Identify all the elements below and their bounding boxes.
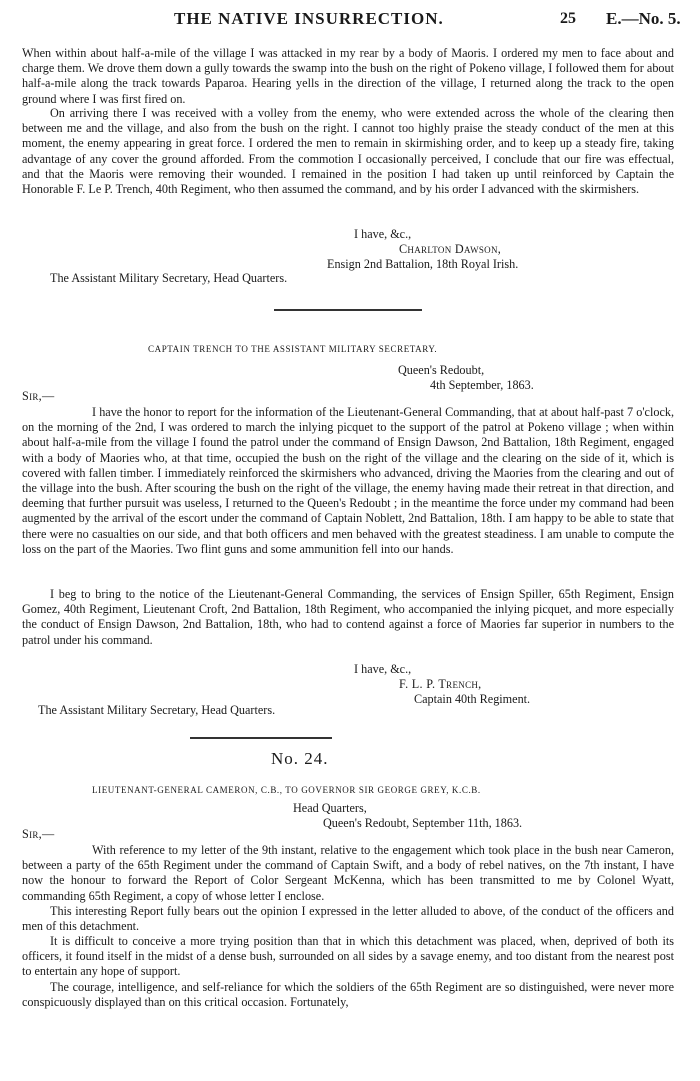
section-divider [190, 737, 332, 739]
document24-paragraph-1: With reference to my letter of the 9th instant, relative to the engagement which took place in the bush near Cameron, between a party of the 65th Regiment under the command of Captain Swift, and a body of rebel natives, on the 7th instant, I have now the honour to forward the Report of Color Sergeant McKenna, which has been transmitted to me by Colonel Wyatt, commanding 65th Regiment, a copy of whose letter I enclose. [22, 843, 674, 903]
document-reference: E.—No. 5. [606, 9, 681, 28]
letter2-closing: I have, &c., [354, 662, 412, 676]
header-title: THE NATIVE INSURRECTION. [174, 9, 444, 28]
letter2-addressee: The Assistant Military Secretary, Head Quarters. [38, 703, 276, 717]
letter2-paragraph-2: I beg to bring to the notice of the Lieutenant-General Commanding, the services of Ensign Spiller, 65th Regiment, Ensign Gomez, 40th Regiment, Lieutenant Croft, 2nd Battalion, 18th Regiment, who accompanied the inlying picquet, and more especially the conduct of Ensign Dawson, 2nd Battalion, 18th, who had to contend against a force of Maories far superior in numbers to the patrol under his command. [22, 587, 674, 647]
letter2-rank: Captain 40th Regiment. [414, 692, 531, 706]
letter1-paragraph-2: On arriving there I was received with a volley from the enemy, who were extended across the whole of the clearing then between me and the village, and also from the bush on the right. I cannot too highly praise the steady conduct of the men at this moment, the enemy appearing in great force. I ordered the men to remain in skirmishing order, and to keep up a steady fire, taking advantage of any cover the ground afforded. From the commotion I occasionally perceived, I conclude that our fire was effectual, and that the Maoris were removing their wounded. I remained in the position I had taken up until reinforced by Captain the Honorable F. Le P. Trench, 40th Regiment, who then assumed the command, and by his order I advanced with the skirmishers. [22, 106, 674, 197]
section-divider [274, 309, 422, 311]
document24-place: Head Quarters, [293, 801, 367, 815]
document24-paragraph-2: This interesting Report fully bears out the opinion I expressed in the letter alluded to above, of the conduct of the officers and men of this detachment. [22, 904, 674, 934]
letter1-closing: I have, &c., [354, 227, 412, 241]
page-number: 25 [560, 10, 576, 27]
document24-salutation: Sir,— [22, 827, 55, 841]
letter1-signature: Charlton Dawson, [399, 242, 502, 256]
letter2-title: CAPTAIN TRENCH TO THE ASSISTANT MILITARY SECRETARY. [148, 344, 438, 354]
letter1-addressee: The Assistant Military Secretary, Head Quarters. [50, 271, 288, 285]
document24-date: Queen's Redoubt, September 11th, 1863. [323, 816, 523, 830]
letter1-rank: Ensign 2nd Battalion, 18th Royal Irish. [327, 257, 519, 271]
letter2-signature: F. L. P. Trench, [399, 677, 482, 691]
letter2-place: Queen's Redoubt, [398, 363, 485, 377]
letter2-paragraph-1: I have the honor to report for the information of the Lieutenant-General Commanding, that at about half-past 7 o'clock, on the morning of the 2nd, I was ordered to march the inlying picquet to the support of the patrol at Pokeno village ; when within about half-a-mile from the village I found the patrol under the command of Ensign Dawson, 2nd Battalion, 18th Regiment, engaged with a body of Maories who, at that time, occupied the bush on the right of the village and the clearing on the side of it, which is covered with fallen timber. I immediately reinforced the skirmishers who advanced, driving the Maories from the clearing and out of the village into the bush. After scouring the bush on the right of the village, the enemy having made their retreat in that direction, and deeming that further pursuit was useless, I returned to the Queen's Redoubt ; in the meantime the force under my command had been augmented by the arrival of the escort under the command of Captain Noblett, 2nd Battalion, 18th. I am happy to be able to state that there were no casualties on our side, and that both officers and men behaved with the greatest steadiness. I am unable to compute the loss on the part of the Maories. Two flint guns and some ammunition fell into our hands. [22, 405, 674, 556]
document24-paragraph-3: It is difficult to conceive a more trying position than that in which this detachment was placed, when, deprived of both its officers, it found itself in the midst of a dense bush, surrounded on all sides by a savage enemy, and too distant from the nearest post to entertain any hope of support. [22, 934, 674, 979]
letter1-paragraph-1: When within about half-a-mile of the village I was attacked in my rear by a body of Maoris. I ordered my men to face about and charge them. We drove them down a gully towards the swamp into the bush on the right of Pokeno village, I followed them for about half-a-mile along the track towards Paparoa. Hearing yells in the direction of the village, I returned along the track to the open ground where I was first fired on. [22, 46, 674, 106]
document24-title: LIEUTENANT-GENERAL CAMERON, C.B., TO GOVERNOR SIR GEORGE GREY, K.C.B. [92, 785, 481, 795]
running-header [0, 9, 700, 33]
letter2-salutation: Sir,— [22, 389, 55, 403]
document24-paragraph-4: The courage, intelligence, and self-reliance for which the soldiers of the 65th Regiment are so distinguished, were never more conspicuously displayed than on this critical occasion. Fortunately, [22, 980, 674, 1010]
document-number-heading: No. 24. [271, 749, 329, 768]
letter2-date: 4th September, 1863. [430, 378, 534, 392]
